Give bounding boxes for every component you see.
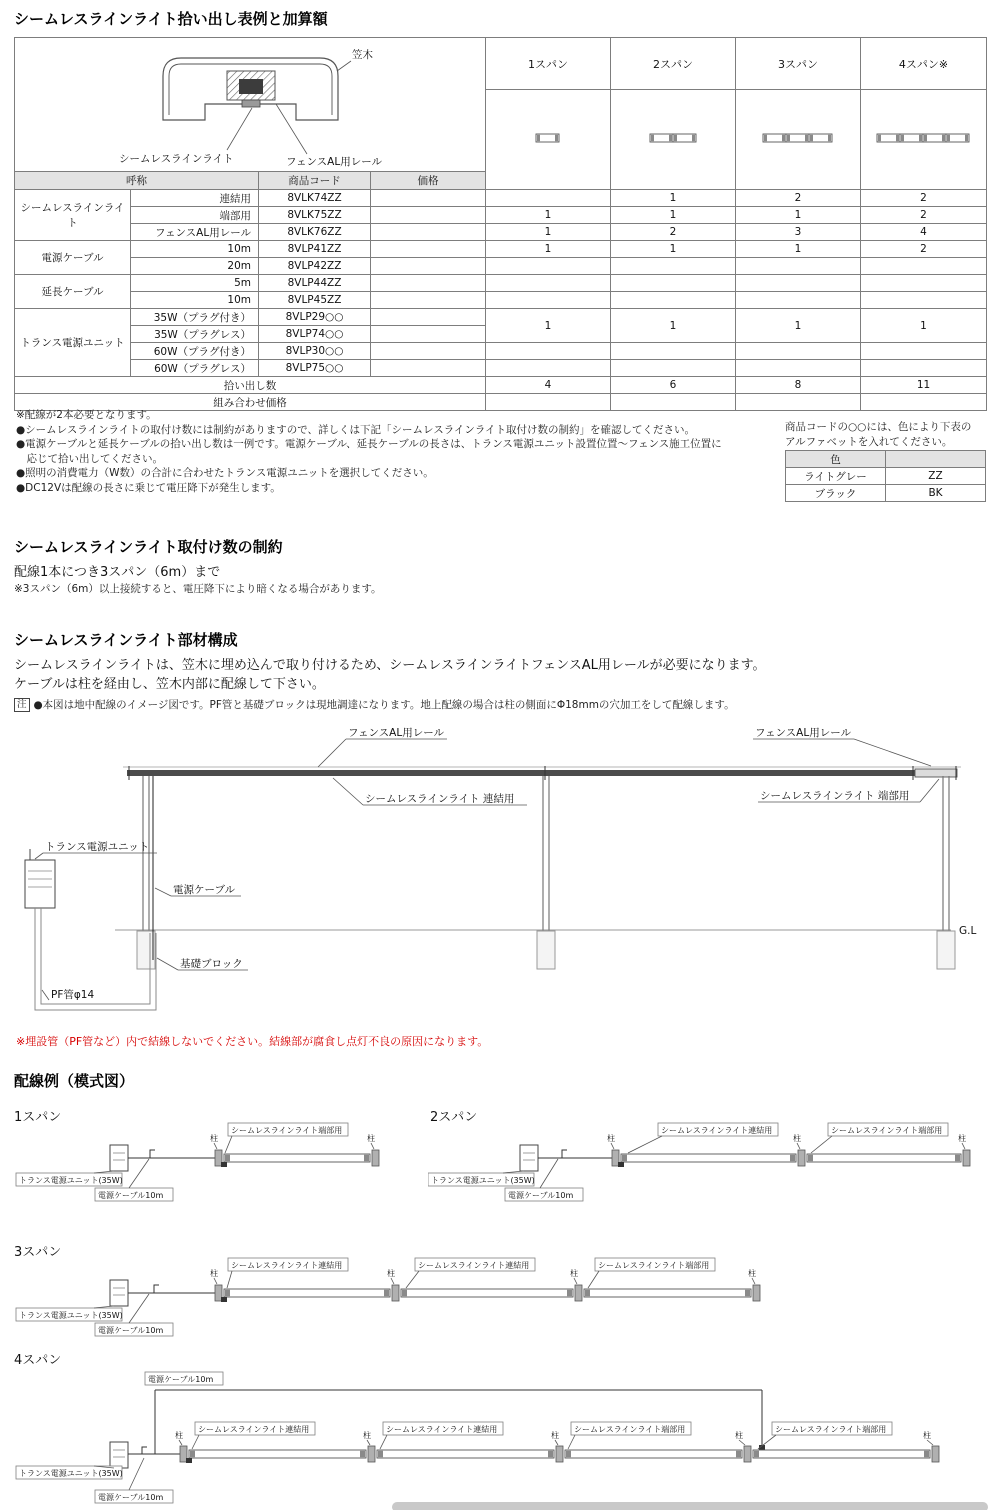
post-label: 柱: [367, 1134, 375, 1143]
table-row: [15, 292, 987, 309]
note-line: アルファベットを入れてください。: [785, 435, 953, 448]
post-icon: [215, 1285, 222, 1301]
transformer-icon: [110, 1442, 128, 1468]
note-line: 応じて拾い出してください。: [16, 452, 163, 465]
group-cell: トランス電源ユニット: [15, 309, 131, 377]
code-cell: 8VLK76ZZ: [259, 224, 371, 241]
table-row: [15, 207, 987, 224]
totals-value-cell: 11: [861, 377, 987, 394]
qty-cell: [611, 343, 736, 360]
pf-pipe-label: PF管φ14: [51, 989, 95, 1001]
rail-label-left: フェンスAL用レール: [348, 727, 444, 739]
qty-cell: 1: [486, 241, 611, 258]
color-code-cell: BK: [886, 485, 986, 502]
qty-cell: [861, 275, 987, 292]
span-header-2: 2スパン: [611, 38, 736, 90]
component-structure-diagram: [15, 718, 985, 1018]
col-header-price: 価格: [371, 172, 486, 190]
combo-price-cell: [736, 394, 861, 411]
light-bar: [618, 1154, 961, 1167]
wiring-diagram-4span: [14, 1346, 986, 1510]
qty-cell: 1: [611, 309, 736, 343]
qty-cell: [486, 360, 611, 377]
table-row: [15, 360, 987, 377]
page-title: シームレスラインライト拾い出し表例と加算額: [14, 10, 328, 28]
svg-text:シームレスラインライト端部用: シームレスラインライト端部用: [775, 1425, 887, 1434]
transformer-label: トランス電源ユニット: [45, 841, 150, 853]
combo-price-label-cell: 組み合わせ価格: [15, 394, 486, 411]
qty-cell: [736, 258, 861, 275]
power-cable-label: 電源ケーブル: [173, 884, 236, 896]
post-icon: [392, 1285, 399, 1301]
cable-label: [95, 1458, 173, 1503]
svg-text:シームレスラインライト連結用: シームレスラインライト連結用: [386, 1425, 498, 1434]
foundation-blocks: [137, 931, 955, 969]
note-line: 商品コードの○○には、色により下表の: [785, 421, 972, 433]
span-3-icon: [762, 132, 834, 144]
group-cell: 電源ケーブル: [15, 241, 131, 275]
transformer-icon: [110, 1145, 128, 1171]
span-4-icon-cell: [861, 90, 987, 190]
svg-text:電源ケーブル10m: 電源ケーブル10m: [508, 1191, 574, 1200]
post-icon: [744, 1446, 751, 1462]
wiring-1span-title: 1スパン: [14, 1110, 62, 1125]
end-light-label: [588, 1258, 715, 1288]
svg-text:トランス電源ユニット(35W): トランス電源ユニット(35W): [431, 1176, 535, 1185]
table-row: [786, 485, 986, 502]
table-row: [786, 451, 986, 468]
note-line: ●照明の消費電力（W数）の合計に合わせたトランス電源ユニットを選択してください。: [16, 467, 434, 479]
transformer-label: [428, 1171, 535, 1186]
coping-label: 笠木: [352, 49, 373, 61]
end-light-label: [758, 1422, 892, 1449]
svg-text:電源ケーブル10m: 電源ケーブル10m: [148, 1375, 214, 1384]
cable-wire: [128, 1285, 215, 1293]
foundation-label: 基礎ブロック: [180, 958, 243, 970]
color-code-cell: ZZ: [886, 468, 986, 485]
span-2-icon-cell: [611, 90, 736, 190]
post-icon: [372, 1150, 379, 1166]
post-icon: [180, 1446, 187, 1462]
joint-light-label: [380, 1422, 503, 1449]
code-cell: 8VLK74ZZ: [259, 190, 371, 207]
joint-light-label: [227, 1258, 348, 1288]
qty-cell: 2: [736, 190, 861, 207]
table-row: [15, 343, 987, 360]
pickup-table: [14, 37, 987, 411]
totals-value-cell: 4: [486, 377, 611, 394]
code-cell: 8VLP75○○: [259, 360, 371, 377]
span-4-icon: [876, 132, 971, 144]
cable-wire: [538, 1150, 612, 1158]
span-header-1: 1スパン: [486, 38, 611, 90]
end-light-label: シームレスラインライト 端部用: [760, 790, 910, 802]
note-mark-box: 注: [14, 698, 30, 712]
code-cell: 8VLP44ZZ: [259, 275, 371, 292]
table-notes: [16, 408, 722, 495]
color-table: [785, 450, 986, 502]
totals-label-cell: 拾い出し数: [15, 377, 486, 394]
coping-diagram-labels: [119, 48, 382, 168]
post-label: 柱: [210, 1134, 218, 1143]
svg-text:電源ケーブル10m: 電源ケーブル10m: [98, 1191, 164, 1200]
joint-light-label: シームレスラインライト 連結用: [365, 793, 515, 805]
price-cell: [371, 224, 486, 241]
svg-text:シームレスラインライト端部用: シームレスラインライト端部用: [598, 1261, 710, 1270]
qty-cell: 1: [486, 224, 611, 241]
code-cell: 8VLP30○○: [259, 343, 371, 360]
table-row: [15, 309, 987, 326]
svg-text:シームレスラインライト連結用: シームレスラインライト連結用: [661, 1126, 773, 1135]
qty-cell: [736, 275, 861, 292]
table-row: [15, 275, 987, 292]
transformer-label: [16, 1466, 123, 1479]
qty-cell: 1: [611, 207, 736, 224]
qty-cell: [486, 190, 611, 207]
price-cell: [371, 343, 486, 360]
post-label: 柱: [793, 1134, 801, 1143]
seamless-light-label: シームレスラインライト: [119, 153, 234, 165]
joint-light-label: [406, 1258, 535, 1288]
qty-cell: 1: [486, 309, 611, 343]
end-light-label: [225, 1123, 348, 1153]
color-header-cell: 色: [786, 451, 886, 468]
cable-wire: [128, 1447, 180, 1454]
svg-text:シームレスラインライト連結用: シームレスラインライト連結用: [198, 1425, 310, 1434]
price-cell: [371, 309, 486, 326]
qty-cell: [486, 343, 611, 360]
wiring-diagram-1span: [14, 1103, 434, 1205]
totals-value-cell: 8: [736, 377, 861, 394]
transformer-label: [16, 1306, 123, 1321]
svg-text:トランス電源ユニット(35W): トランス電源ユニット(35W): [19, 1311, 123, 1320]
qty-cell: [486, 275, 611, 292]
svg-text:シームレスラインライト端部用: シームレスラインライト端部用: [831, 1126, 943, 1135]
qty-cell: 1: [611, 241, 736, 258]
qty-cell: [611, 360, 736, 377]
post-icon: [612, 1150, 619, 1166]
composition-body-2: ケーブルは柱を経由し、笠木内部に配線して下さい。: [14, 677, 325, 692]
qty-cell: [486, 258, 611, 275]
light-bar: [221, 1154, 370, 1167]
coping-section-diagram: [15, 38, 484, 168]
group-cell: シームレスラインライト: [15, 190, 131, 241]
note-line: ●シームレスラインライトの取付け数には制約がありますので、詳しくは下記「シームレスラインライト取付け数の制約」を確認してください。: [16, 423, 696, 436]
constraint-heading: シームレスラインライト取付け数の制約: [14, 538, 283, 556]
al-rail-label: フェンスAL用レール: [286, 156, 382, 168]
group-cell: 延長ケーブル: [15, 275, 131, 309]
name-cell: 連結用: [131, 190, 259, 207]
wiring-diagram-3span: [14, 1238, 804, 1340]
code-cell: 8VLP29○○: [259, 309, 371, 326]
name-cell: 10m: [131, 292, 259, 309]
rail-label-right: フェンスAL用レール: [755, 727, 851, 739]
name-cell: 5m: [131, 275, 259, 292]
cable-label: [145, 1372, 223, 1385]
qty-cell: [736, 343, 861, 360]
qty-cell: 2: [611, 224, 736, 241]
post-label: 柱: [210, 1269, 218, 1278]
table-row: [786, 468, 986, 485]
name-cell: フェンスAL用レール: [131, 224, 259, 241]
name-cell: 60W（プラグ付き）: [131, 343, 259, 360]
svg-text:シームレスラインライト連結用: シームレスラインライト連結用: [231, 1261, 343, 1270]
color-name-cell: ブラック: [786, 485, 886, 502]
qty-cell: [861, 343, 987, 360]
code-cell: 8VLP45ZZ: [259, 292, 371, 309]
code-cell: 8VLP42ZZ: [259, 258, 371, 275]
qty-cell: [486, 292, 611, 309]
post-label: 柱: [363, 1431, 371, 1440]
transformer-icon: [110, 1280, 128, 1306]
col-header-name: 呼称: [15, 172, 259, 190]
svg-text:トランス電源ユニット(35W): トランス電源ユニット(35W): [19, 1469, 123, 1478]
price-cell: [371, 326, 486, 343]
constraint-body: 配線1本につき3スパン（6m）まで: [14, 565, 221, 580]
combo-price-cell: [861, 394, 987, 411]
price-cell: [371, 190, 486, 207]
svg-text:シームレスラインライト端部用: シームレスラインライト端部用: [231, 1126, 343, 1135]
end-light-label: [568, 1422, 691, 1449]
name-cell: 端部用: [131, 207, 259, 224]
post-icon: [753, 1285, 760, 1301]
post-label: 柱: [607, 1134, 615, 1143]
qty-cell: [611, 258, 736, 275]
note-line: ※配線が2本必要となります。: [16, 409, 157, 421]
constraint-note: ※3スパン（6m）以上接続すると、電圧降下により暗くなる場合があります。: [14, 583, 382, 595]
color-code-header-cell: [886, 451, 986, 468]
post-label: 柱: [387, 1269, 395, 1278]
qty-cell: 1: [736, 207, 861, 224]
svg-text:電源ケーブル10m: 電源ケーブル10m: [98, 1326, 164, 1335]
table-row: [15, 241, 987, 258]
name-cell: 10m: [131, 241, 259, 258]
transformer-unit-icon: [25, 849, 55, 908]
qty-cell: [736, 292, 861, 309]
joint-light-label: [628, 1123, 778, 1153]
post-label: 柱: [175, 1431, 183, 1440]
totals-value-cell: 6: [611, 377, 736, 394]
composition-heading: シームレスラインライト部材構成: [14, 631, 238, 649]
transformer-label: [16, 1171, 123, 1186]
qty-cell: 4: [861, 224, 987, 241]
joint-light-label: [192, 1422, 315, 1449]
name-cell: 60W（プラグレス）: [131, 360, 259, 377]
svg-text:シームレスラインライト端部用: シームレスラインライト端部用: [574, 1425, 686, 1434]
span-header-4: 4スパン※: [861, 38, 987, 90]
wiring-2span-title: 2スパン: [430, 1110, 478, 1125]
qty-cell: [861, 360, 987, 377]
post-label: 柱: [958, 1134, 966, 1143]
ground-level-label: G.L: [959, 925, 977, 937]
svg-text:トランス電源ユニット(35W): トランス電源ユニット(35W): [19, 1176, 123, 1185]
burial-warning: ※埋設管（PF管など）内で結線しないでください。結線部が腐食し点灯不良の原因になります。: [16, 1035, 489, 1048]
span-1-icon-cell: [486, 90, 611, 190]
code-cell: 8VLK75ZZ: [259, 207, 371, 224]
svg-text:シームレスラインライト連結用: シームレスラインライト連結用: [418, 1261, 530, 1270]
note-text: ●本図は地中配線のイメージ図です。PF管と基礎ブロックは現地調達になります。地上配線の場合は柱の側面にΦ18mmの穴加工をして配線します。: [33, 699, 735, 711]
cable-wire: [128, 1150, 215, 1158]
composition-note: [14, 698, 735, 713]
post-label: 柱: [551, 1431, 559, 1440]
fence-rail: [123, 766, 961, 780]
post-icon: [963, 1150, 970, 1166]
svg-text:電源ケーブル10m: 電源ケーブル10m: [98, 1493, 164, 1502]
qty-cell: 1: [861, 309, 987, 343]
qty-cell: [861, 258, 987, 275]
light-bar: [221, 1289, 751, 1302]
qty-cell: 1: [736, 309, 861, 343]
col-header-code: 商品コード: [259, 172, 371, 190]
qty-cell: [611, 275, 736, 292]
qty-cell: 1: [611, 190, 736, 207]
post-icon: [556, 1446, 563, 1462]
structure-diagram-labels: [35, 727, 976, 1001]
table-row: [15, 38, 987, 90]
post-icon: [368, 1446, 375, 1462]
price-cell: [371, 258, 486, 275]
name-cell: 35W（プラグレス）: [131, 326, 259, 343]
post-icon: [932, 1446, 939, 1462]
coping-diagram-cell: [15, 38, 486, 172]
name-cell: 35W（プラグ付き）: [131, 309, 259, 326]
table-row: [15, 190, 987, 207]
price-cell: [371, 360, 486, 377]
wiring-3span-title: 3スパン: [14, 1245, 62, 1260]
qty-cell: 2: [861, 241, 987, 258]
wiring-diagram-2span: [428, 1103, 986, 1205]
rail-and-light-icon: [227, 71, 275, 107]
wiring-4span-title: 4スパン: [14, 1353, 62, 1368]
color-name-cell: ライトグレー: [786, 468, 886, 485]
footer-bar: [392, 1502, 988, 1510]
span-3-icon-cell: [736, 90, 861, 190]
end-light-label: [811, 1123, 948, 1153]
table-row: [15, 258, 987, 275]
note-line: ●DC12Vは配線の長さに乗じて電圧降下が発生します。: [16, 481, 281, 494]
post-icon: [215, 1150, 222, 1166]
post-label: 柱: [735, 1431, 743, 1440]
code-cell: 8VLP74○○: [259, 326, 371, 343]
qty-cell: 2: [861, 207, 987, 224]
post-label: 柱: [570, 1269, 578, 1278]
color-code-note: [785, 420, 971, 449]
composition-body-1: シームレスラインライトは、笠木に埋め込んで取り付けるため、シームレスラインライトフェンスAL用レールが必要になります。: [14, 658, 766, 673]
table-row: [15, 377, 987, 394]
transformer-icon: [520, 1145, 538, 1171]
wiring-heading: 配線例（模式図）: [14, 1072, 135, 1090]
price-cell: [371, 275, 486, 292]
note-line: ●電源ケーブルと延長ケーブルの拾い出し数は一例です。電源ケーブル、延長ケーブルの長さは、トランス電源ユニット設置位置～フェンス施工位置に: [16, 438, 722, 450]
qty-cell: 3: [736, 224, 861, 241]
table-row: [15, 224, 987, 241]
price-cell: [371, 241, 486, 258]
post-icon: [798, 1150, 805, 1166]
qty-cell: [861, 292, 987, 309]
qty-cell: 1: [486, 207, 611, 224]
name-cell: 20m: [131, 258, 259, 275]
span-2-icon: [649, 132, 698, 144]
post-label: 柱: [748, 1269, 756, 1278]
qty-cell: 2: [861, 190, 987, 207]
code-cell: 8VLP41ZZ: [259, 241, 371, 258]
price-cell: [371, 292, 486, 309]
span-1-icon: [535, 132, 561, 144]
qty-cell: [611, 292, 736, 309]
price-cell: [371, 207, 486, 224]
qty-cell: [736, 360, 861, 377]
span-header-3: 3スパン: [736, 38, 861, 90]
post-icon: [575, 1285, 582, 1301]
post-label: 柱: [923, 1431, 931, 1440]
qty-cell: 1: [736, 241, 861, 258]
